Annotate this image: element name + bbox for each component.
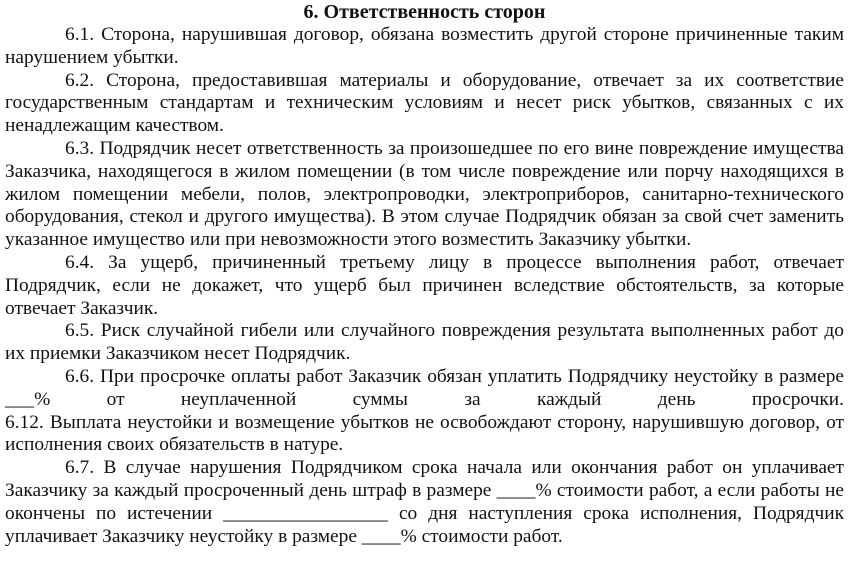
paragraph-6-6: 6.6. При просрочке оплаты работ Заказчик обязан уплатить Подрядчику неустойку в размере ___% от неуплаченной суммы за каждый день просрочки. <box>5 365 844 410</box>
section-title: 6. Ответственность сторон <box>303 1 546 23</box>
paragraph-6-5: 6.5. Риск случайной гибели или случайного повреждения результата выполненных работ до их приемки Заказчиком несет Подрядчик. <box>5 320 844 365</box>
paragraph-6-7: 6.7. В случае нарушения Подрядчиком срока начала или окончания работ он уплачивает Заказчику за каждый просроченный день штраф в размере ____% стоимости работ, а если работы не окончены по истечении _________________ со дня наступления срока исполнения, Подрядчик уплачивает Заказчику неустойку в размере ____% стоимости работ. <box>5 457 844 547</box>
paragraph-6-1: 6.1. Сторона, нарушившая договор, обязана возместить другой стороне причиненные таким нарушением убытки. <box>5 24 844 68</box>
paragraph-6-12: 6.12. Выплата неустойки и возмещение убытков не освобождают сторону, нарушившую договор, от исполнения своих обязательств в натуре. <box>5 411 844 456</box>
paragraph-6-4: 6.4. За ущерб, причиненный третьему лицу в процессе выполнения работ, отвечает Подрядчик, если не докажет, что ущерб был причинен вследствие обстоятельств, за которые отвечает Заказчик. <box>5 251 844 319</box>
paragraph-6-2: 6.2. Сторона, предоставившая материалы и оборудование, отвечает за их соответствие государственным стандартам и техническим условиям и несет риск убытков, связанных с их ненадлежащим качеством. <box>5 69 844 137</box>
paragraph-6-3: 6.3. Подрядчик несет ответственность за произошедшее по его вине повреждение имущества Заказчика, находящегося в жилом помещении (в том числе повреждение или порчу находящихся в жилом помещении мебели, полов, электропроводки, электроприборов, санитарно-технического оборудования, стекол и другого имущества). В этом случае Подрядчик обязан за свой счет заменить указанное имущество или при невозможности этого возместить Заказчику убытки. <box>5 137 844 251</box>
